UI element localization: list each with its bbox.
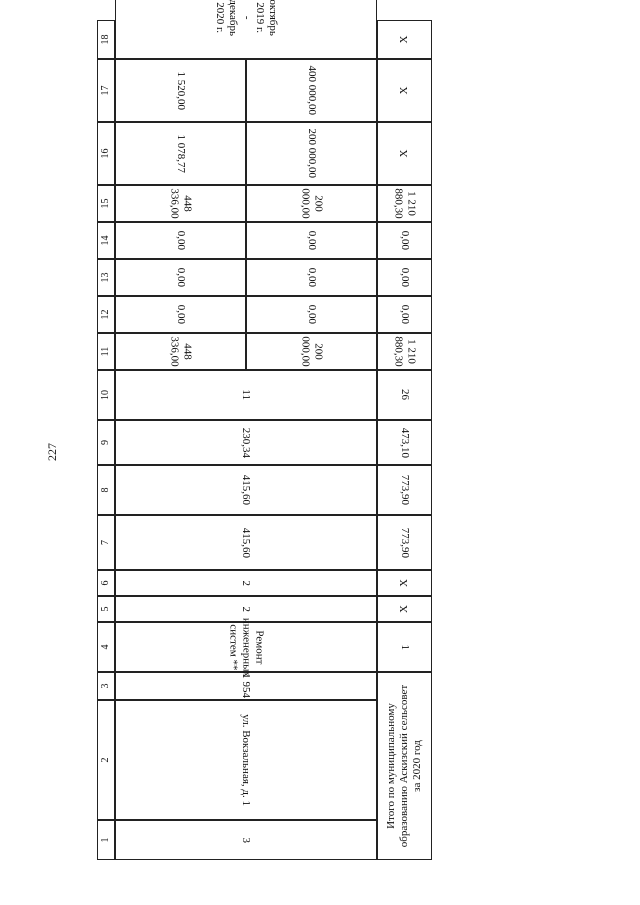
total-c4: 1 — [377, 622, 432, 672]
house-c14-b: 0,00 — [246, 222, 377, 259]
total-c16: X — [377, 122, 432, 185]
col-header-8: 8 — [97, 465, 115, 515]
total-c18: X — [377, 20, 432, 59]
page-number: 227 — [45, 443, 59, 461]
col-header-14: 14 — [97, 222, 115, 259]
rotated-table — [97, 0, 432, 860]
total-c5: X — [377, 596, 432, 622]
col-header-15: 15 — [97, 185, 115, 222]
house-c6: 2 — [115, 570, 377, 596]
house-c14-a: 0,00 — [115, 222, 246, 259]
house-c15-b: 200 000,00 — [246, 185, 377, 222]
house-work-type: Ремонт инженерных систем ** — [115, 622, 377, 672]
house-c11-a: 448 336,00 — [115, 333, 246, 370]
col-header-16: 16 — [97, 122, 115, 185]
col-header-11: 11 — [97, 333, 115, 370]
col-header-13: 13 — [97, 259, 115, 296]
house-c7: 415,60 — [115, 515, 377, 570]
house-c12-b: 0,00 — [246, 296, 377, 333]
house-c16-a: 1 078,77 — [115, 122, 246, 185]
house-c17-a: 1 520,00 — [115, 59, 246, 122]
total-c8: 773,90 — [377, 465, 432, 515]
house-c13-a: 0,00 — [115, 259, 246, 296]
house-c1: 3 — [115, 820, 377, 860]
total-c14: 0,00 — [377, 222, 432, 259]
house-c12-a: 0,00 — [115, 296, 246, 333]
col-header-6: 6 — [97, 570, 115, 596]
house-c11-b: 200 000,00 — [246, 333, 377, 370]
total-c11: 1 210 880,30 — [377, 333, 432, 370]
col-header-2: 2 — [97, 700, 115, 820]
total-c7: 773,90 — [377, 515, 432, 570]
total-label: Итого по муниципальному образованию Аскизский сельсовет за 2020 год — [377, 672, 432, 860]
col-header-18: 18 — [97, 20, 115, 59]
col-header-3: 3 — [97, 672, 115, 700]
col-header-9: 9 — [97, 420, 115, 465]
house-c17-b: 400 000,00 — [246, 59, 377, 122]
col-header-17: 17 — [97, 59, 115, 122]
total-c10: 26 — [377, 370, 432, 420]
total-c6: X — [377, 570, 432, 596]
house-c18-period: октябрь 2019 г. - декабрь 2020 г. — [115, 0, 377, 59]
house-c9: 230,34 — [115, 420, 377, 465]
house-c15-a: 448 336,00 — [115, 185, 246, 222]
total-c9: 473,10 — [377, 420, 432, 465]
total-c17: X — [377, 59, 432, 122]
house-c8: 415,60 — [115, 465, 377, 515]
col-header-4: 4 — [97, 622, 115, 672]
house-c16-b: 200 000,00 — [246, 122, 377, 185]
col-header-5: 5 — [97, 596, 115, 622]
col-header-1: 1 — [97, 820, 115, 860]
col-header-7: 7 — [97, 515, 115, 570]
house-c3: 1 954 — [115, 672, 377, 700]
col-header-12: 12 — [97, 296, 115, 333]
total-c15: 1 210 880,30 — [377, 185, 432, 222]
house-c10: 11 — [115, 370, 377, 420]
col-header-10: 10 — [97, 370, 115, 420]
house-address: ул. Вокзальная, д. 1 — [115, 700, 377, 820]
total-c13: 0,00 — [377, 259, 432, 296]
total-c12: 0,00 — [377, 296, 432, 333]
house-c5: 2 — [115, 596, 377, 622]
house-c13-b: 0,00 — [246, 259, 377, 296]
